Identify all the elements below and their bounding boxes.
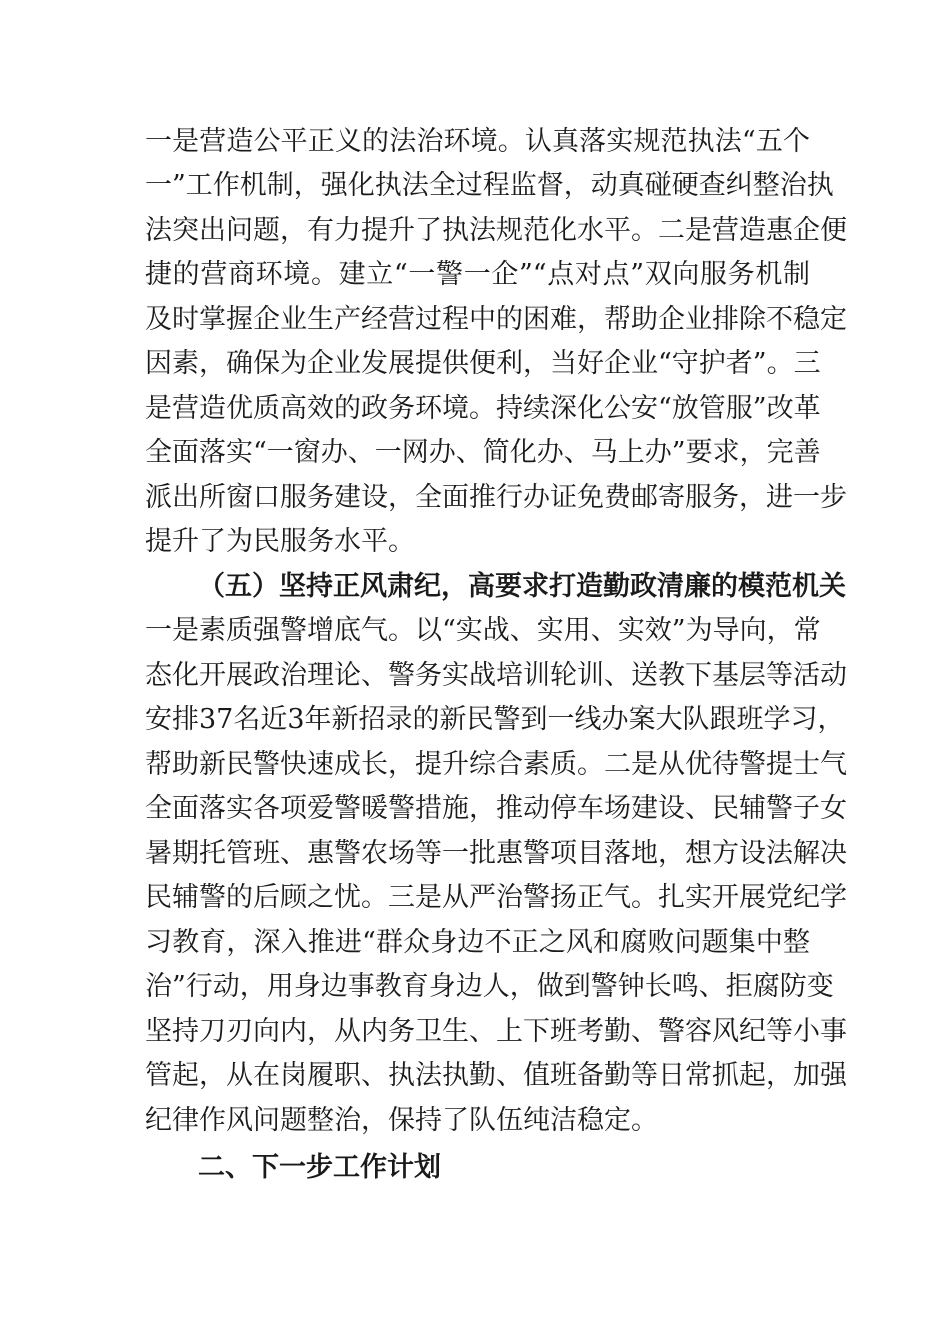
paragraph1-line-5: 及时掌握企业生产经营过程中的困难，帮助企业排除不稳定	[145, 304, 847, 335]
section5-line-1: 一是素质强警增底气。以“实战、实用、实效”为导向，常	[145, 615, 821, 646]
section5-line-9: 治”行动，用身边事教育身边人，做到警钟长鸣、拒腐防变	[145, 971, 834, 1002]
section5-line-3: 安排37名近3年新招录的新民警到一线办案大队跟班学习，	[145, 704, 845, 735]
paragraph1-line-4: 捷的营商环境。建立“一警一企”“点对点”双向服务机制	[145, 259, 810, 290]
section5-line-10: 坚持刀刃向内，从内务卫生、上下班考勤、警容风纪等小事	[145, 1016, 847, 1047]
section2-heading: 二、下一步工作计划	[198, 1152, 441, 1183]
section5-line-2: 态化开展政治理论、警务实战培训轮训、送教下基层等活动	[145, 660, 847, 691]
section5-line-11: 管起，从在岗履职、执法执勤、值班备勤等日常抓起，加强	[145, 1060, 847, 1091]
section5-line-7: 民辅警的后顾之忧。三是从严治警扬正气。扎实开展党纪学	[145, 882, 847, 913]
section5-line-12: 纪律作风问题整治，保持了队伍纯洁稳定。	[145, 1105, 658, 1136]
paragraph1-line-10: 提升了为民服务水平。	[145, 526, 415, 557]
paragraph1-line-7: 是营造优质高效的政务环境。持续深化公安“放管服”改革	[145, 393, 821, 424]
section5-line-5: 全面落实各项爱警暖警措施，推动停车场建设、民辅警子女	[145, 793, 847, 824]
paragraph1-line-2: 一”工作机制，强化执法全过程监督，动真碰硬查纠整治执	[145, 170, 834, 201]
section5-title: （五）坚持正风肃纪，高要求打造勤政清廉的模范机关	[198, 571, 846, 602]
paragraph1-line-1: 一是营造公平正义的法治环境。认真落实规范执法“五个	[145, 126, 810, 157]
section5-line-8: 习教育，深入推进“群众身边不正之风和腐败问题集中整	[145, 927, 810, 958]
paragraph1-line-9: 派出所窗口服务建设，全面推行办证免费邮寄服务，进一步	[145, 482, 847, 513]
section5-line-4: 帮助新民警快速成长，提升综合素质。二是从优待警提士气	[145, 749, 847, 780]
paragraph1-line-8: 全面落实“一窗办、一网办、简化办、马上办”要求，完善	[145, 437, 821, 468]
paragraph1-line-3: 法突出问题，有力提升了执法规范化水平。二是营造惠企便	[145, 215, 847, 246]
section5-line-6: 暑期托管班、惠警农场等一批惠警项目落地，想方设法解决	[145, 838, 847, 869]
paragraph1-line-6: 因素，确保为企业发展提供便利，当好企业“守护者”。三	[145, 348, 821, 379]
